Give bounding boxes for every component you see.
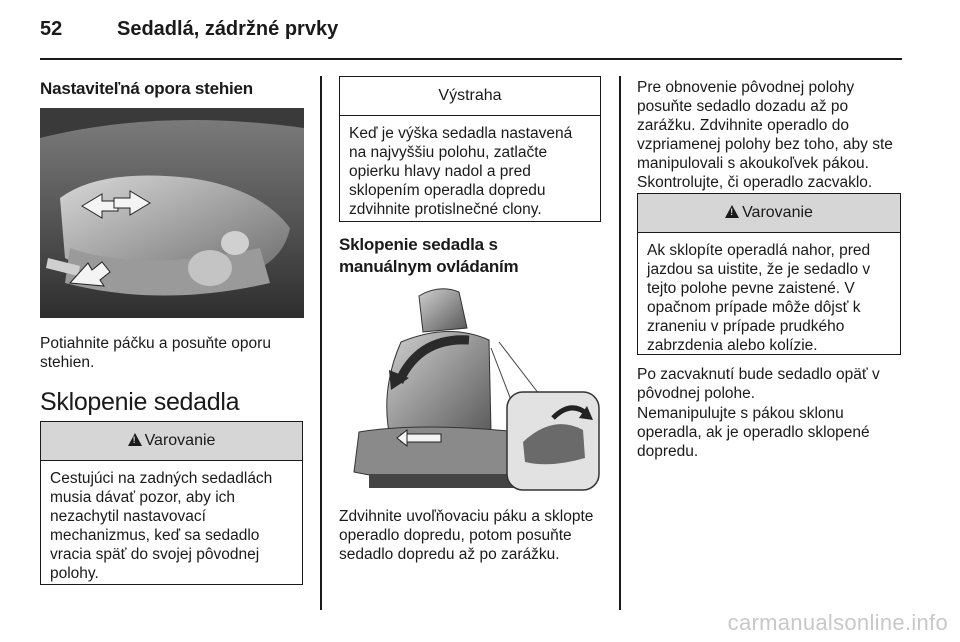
click-paragraph xyxy=(637,365,912,403)
text-line: sklopením operadla dopredu xyxy=(349,182,546,199)
text-line: musia dávať pozor, aby ich xyxy=(50,489,236,506)
thigh-support-illustration xyxy=(40,108,304,318)
text-line: sedadlo dopredu až po zarážku. xyxy=(339,546,560,563)
text-line: na najvyššiu polohu, zatlačte xyxy=(349,144,548,161)
text-line: Skontrolujte, či operadlo zacvaklo. xyxy=(637,174,873,191)
text-line: Pre obnovenie pôvodnej polohy xyxy=(637,79,855,96)
text-line: Ak sklopíte operadlá nahor, pred xyxy=(647,242,871,259)
text-line: zabrzdenia alebo kolízie. xyxy=(647,337,818,354)
text-line: jazdou sa uistite, že je sedadlo v xyxy=(647,261,871,278)
text-line: opačnom prípade môže dôjsť k xyxy=(647,299,861,316)
warning-box xyxy=(40,421,303,585)
text-line: zarážku. Zdvihnite operadlo do xyxy=(637,117,849,134)
thigh-support-heading: Nastaviteľná opora stehien xyxy=(40,79,253,98)
text-line: vzpriamenej polohy bez toho, aby ste xyxy=(637,136,893,153)
text-line: Keď je výška sedadla nastavená xyxy=(349,125,573,142)
manual-fold-illustration xyxy=(339,282,603,494)
caution-title: Výstraha xyxy=(438,87,502,104)
text-line: tejto polohe pevne zaistené. V xyxy=(647,280,855,297)
watermark: carmanualsonline.info xyxy=(727,610,948,635)
warning-triangle-icon xyxy=(128,433,142,446)
text-line: manuálnym ovládaním xyxy=(339,257,519,276)
lever-paragraph xyxy=(637,404,912,461)
warning-box-header xyxy=(638,194,900,233)
text-line: pôvodnej polohe. xyxy=(637,385,756,402)
caution-body xyxy=(340,116,600,219)
text-line: dopredu. xyxy=(637,443,699,460)
column-divider xyxy=(320,76,322,610)
text-line: polohy. xyxy=(50,565,99,582)
manual-fold-heading xyxy=(339,234,609,278)
warning-body xyxy=(638,233,900,355)
text-line: nezachytil nastavovací xyxy=(50,508,206,525)
warning-title: Varovanie xyxy=(742,204,813,221)
text-line: posuňte sedadlo dozadu až po xyxy=(637,98,849,115)
warning-box-header xyxy=(41,422,302,461)
warning-body xyxy=(41,461,302,583)
header-rule xyxy=(40,58,902,60)
caution-box-header xyxy=(340,77,600,116)
text-line: Po zacvaknutí bude sedadlo opäť v xyxy=(637,366,880,383)
text-line: operadlo dopredu, potom posuňte xyxy=(339,527,572,544)
warning-triangle-icon xyxy=(725,205,739,218)
text-line: stehien. xyxy=(40,354,95,371)
caution-box xyxy=(339,76,601,222)
text-line: zdvihnite protislnečné clony. xyxy=(349,201,542,218)
manual-fold-caption xyxy=(339,507,614,564)
warning-box xyxy=(637,193,901,355)
text-line: Sklopenie sedadla s xyxy=(339,235,498,254)
text-line: operadla, ak je operadlo sklopené xyxy=(637,424,870,441)
text-line: Nemanipulujte s pákou sklonu xyxy=(637,405,844,422)
text-line: manipulovali s akoukoľvek pákou. xyxy=(637,155,869,172)
text-line: mechanizmus, keď sa sedadlo xyxy=(50,527,260,544)
thigh-support-caption xyxy=(40,334,310,372)
page-title: Sedadlá, zádržné prvky xyxy=(117,18,339,40)
page-number: 52 xyxy=(40,18,63,40)
text-line: opierku hlavy nadol a pred xyxy=(349,163,531,180)
section-heading-fold-seat: Sklopenie sedadla xyxy=(40,388,240,416)
text-line: vracia späť do svojej pôvodnej xyxy=(50,546,260,563)
text-line: Zdvihnite uvoľňovaciu páku a sklopte xyxy=(339,508,594,525)
warning-title: Varovanie xyxy=(144,432,216,449)
column-divider xyxy=(619,76,621,610)
text-line: Potiahnite páčku a posuňte oporu xyxy=(40,335,271,352)
text-line: Cestujúci na zadných sedadlách xyxy=(50,470,273,487)
text-line: zraneniu v prípade prudkého xyxy=(647,318,845,335)
restore-paragraph xyxy=(637,78,912,192)
